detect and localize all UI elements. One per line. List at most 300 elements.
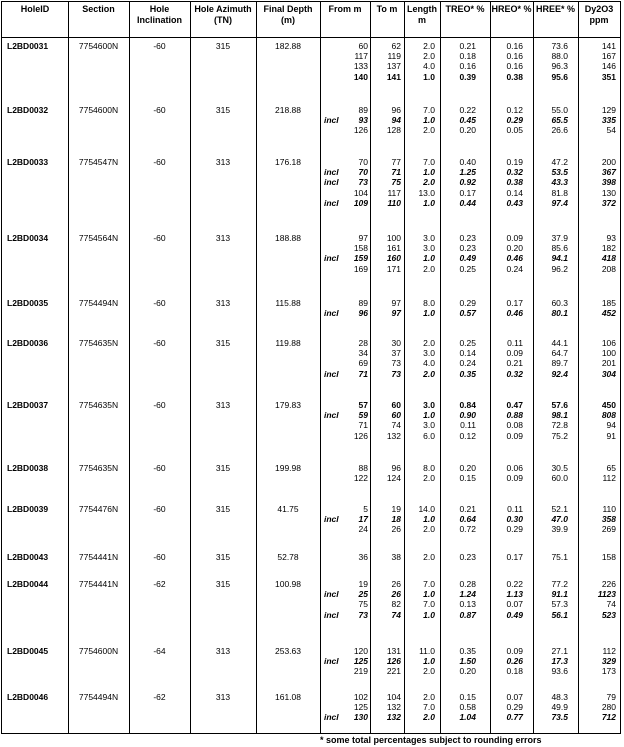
interval-hreo: 0.14 — [506, 187, 523, 198]
column-divider — [320, 2, 321, 733]
interval-incl-label: incl — [324, 609, 339, 620]
interval-hree: 75.1 — [551, 552, 568, 562]
hole-azimuth: 315 — [215, 579, 231, 589]
interval-treo: 0.25 — [459, 263, 476, 274]
interval-hree: 73.5 — [551, 712, 568, 723]
interval-dy: 167 — [601, 51, 616, 62]
interval-hree: 75.2 — [551, 430, 568, 441]
interval-dy: 335 — [601, 115, 616, 126]
interval-treo: 0.64 — [459, 514, 476, 525]
interval-dy: 367 — [601, 167, 616, 178]
hole-id: L2BD0037 — [7, 400, 49, 410]
interval-treo: 0.20 — [459, 125, 476, 136]
interval-len: 8.0 — [423, 463, 435, 473]
interval-to: 117 — [387, 187, 401, 198]
interval-hreo: 0.09 — [506, 233, 523, 243]
interval-treo: 0.13 — [459, 599, 476, 610]
interval-hreo: 0.16 — [506, 41, 523, 51]
column-divider — [129, 2, 130, 733]
hole-id: L2BD0034 — [7, 233, 49, 243]
interval-hreo: 0.17 — [506, 552, 523, 562]
header-length: Length m — [407, 4, 437, 25]
hole-inclination: -60 — [153, 552, 166, 562]
interval-dy: 304 — [601, 368, 616, 379]
interval-hree: 88.0 — [551, 51, 568, 62]
interval-len: 1.0 — [423, 167, 435, 178]
header-hree: HREE* % — [535, 4, 575, 14]
interval-treo: 0.58 — [459, 702, 476, 713]
interval-to: 26 — [391, 524, 401, 535]
interval-dy: 1123 — [597, 589, 616, 600]
column-divider — [404, 2, 405, 733]
interval-len: 1.0 — [423, 589, 435, 600]
header-to: To m — [376, 4, 398, 14]
interval-dy: 93 — [606, 233, 616, 243]
interval-from: 60 — [358, 41, 368, 51]
interval-treo: 0.24 — [459, 358, 476, 369]
interval-hree: 47.2 — [551, 157, 568, 167]
interval-to: 126 — [386, 656, 401, 667]
interval-dy: 372 — [601, 197, 616, 208]
interval-hree: 53.5 — [551, 167, 568, 178]
interval-hree: 81.8 — [551, 187, 568, 198]
interval-hree: 30.5 — [551, 463, 568, 473]
interval-len: 2.0 — [423, 692, 435, 702]
header-section: Section — [82, 4, 115, 14]
interval-treo: 0.90 — [459, 410, 476, 421]
header-divider — [2, 37, 620, 38]
interval-treo: 0.39 — [459, 71, 476, 82]
interval-hree: 97.4 — [551, 197, 568, 208]
interval-from: 93 — [358, 115, 368, 126]
interval-dy: 452 — [601, 308, 616, 319]
interval-len: 2.0 — [423, 473, 435, 484]
interval-dy: 418 — [601, 253, 616, 264]
interval-len: 2.0 — [423, 524, 435, 535]
interval-treo: 1.24 — [459, 589, 476, 600]
interval-to: 60 — [391, 410, 401, 421]
hole-depth: 188.88 — [275, 233, 301, 243]
interval-hree: 52.1 — [551, 504, 568, 514]
interval-from: 120 — [353, 646, 368, 656]
interval-len: 2.0 — [423, 666, 435, 677]
interval-hreo: 0.24 — [506, 263, 523, 274]
interval-hree: 72.8 — [551, 420, 568, 431]
interval-to: 132 — [386, 430, 401, 441]
hole-azimuth: 313 — [215, 233, 231, 243]
interval-to: 161 — [386, 243, 401, 254]
interval-hreo: 0.07 — [506, 599, 523, 610]
interval-len: 7.0 — [423, 579, 435, 589]
hole-inclination: -60 — [153, 157, 166, 167]
hole-depth: 176.18 — [275, 157, 301, 167]
hole-id: L2BD0044 — [7, 579, 49, 589]
header-treo: TREO* % — [445, 4, 485, 14]
interval-treo: 0.45 — [459, 115, 476, 126]
interval-to: 18 — [391, 514, 401, 525]
interval-dy: 712 — [601, 712, 616, 723]
interval-hree: 56.1 — [551, 609, 568, 620]
interval-hreo: 0.16 — [506, 61, 523, 72]
interval-len: 3.0 — [423, 243, 435, 254]
interval-to: 74 — [391, 420, 401, 431]
interval-from: 28 — [358, 338, 368, 348]
interval-len: 14.0 — [418, 504, 435, 514]
interval-treo: 0.29 — [459, 298, 476, 308]
interval-from: 73 — [358, 177, 368, 188]
hole-id: L2BD0046 — [7, 692, 49, 702]
interval-incl-label: incl — [324, 514, 339, 525]
interval-hree: 49.9 — [551, 702, 568, 713]
interval-hreo: 0.07 — [506, 692, 523, 702]
interval-incl-label: incl — [324, 410, 339, 421]
interval-from: 73 — [358, 609, 368, 620]
interval-dy: 523 — [601, 609, 616, 620]
hole-section: 7754600N — [78, 105, 119, 115]
interval-to: 73 — [391, 358, 401, 369]
interval-hree: 94.1 — [551, 253, 568, 264]
hole-depth: 218.88 — [275, 105, 301, 115]
interval-from: 88 — [358, 463, 368, 473]
interval-hree: 95.6 — [551, 71, 568, 82]
interval-hree: 47.0 — [551, 514, 568, 525]
interval-to: 100 — [386, 233, 401, 243]
interval-treo: 0.35 — [459, 368, 476, 379]
interval-hree: 91.1 — [551, 589, 568, 600]
interval-to: 104 — [386, 692, 401, 702]
interval-hree: 60.3 — [551, 298, 568, 308]
interval-hreo: 0.32 — [506, 368, 523, 379]
interval-len: 1.0 — [423, 609, 435, 620]
interval-len: 3.0 — [423, 400, 435, 410]
interval-hreo: 0.05 — [506, 125, 523, 136]
interval-from: 5 — [363, 504, 368, 514]
interval-to: 97 — [391, 308, 401, 319]
interval-dy: 226 — [601, 579, 616, 589]
interval-hree: 77.2 — [551, 579, 568, 589]
interval-treo: 0.11 — [460, 420, 476, 431]
interval-treo: 0.49 — [459, 253, 476, 264]
interval-to: 26 — [391, 589, 401, 600]
interval-to: 221 — [386, 666, 401, 677]
hole-section: 7754635N — [78, 400, 119, 410]
interval-dy: 201 — [601, 358, 616, 369]
interval-treo: 0.72 — [459, 524, 476, 535]
interval-treo: 1.25 — [459, 167, 476, 178]
interval-from: 70 — [358, 157, 368, 167]
hole-section: 7754476N — [78, 504, 119, 514]
interval-to: 71 — [391, 167, 401, 178]
interval-hreo: 0.46 — [506, 253, 523, 264]
interval-to: 97 — [391, 298, 401, 308]
interval-hreo: 0.29 — [506, 115, 523, 126]
interval-to: 131 — [386, 646, 401, 656]
hole-inclination: -62 — [153, 579, 166, 589]
interval-from: 140 — [353, 71, 368, 82]
hole-id: L2BD0036 — [7, 338, 49, 348]
interval-len: 1.0 — [423, 410, 435, 421]
interval-to: 73 — [391, 368, 401, 379]
interval-to: 30 — [391, 338, 401, 348]
interval-hreo: 0.20 — [506, 243, 523, 254]
interval-len: 7.0 — [423, 157, 435, 167]
interval-incl-label: incl — [324, 589, 339, 600]
interval-treo: 0.28 — [459, 579, 476, 589]
interval-hreo: 0.17 — [506, 298, 523, 308]
interval-from: 71 — [358, 368, 368, 379]
interval-hree: 26.6 — [551, 125, 568, 136]
interval-len: 2.0 — [423, 552, 435, 562]
interval-len: 8.0 — [423, 298, 435, 308]
hole-id: L2BD0045 — [7, 646, 49, 656]
interval-to: 19 — [391, 504, 401, 514]
interval-from: 125 — [353, 702, 368, 713]
interval-to: 128 — [386, 125, 401, 136]
interval-hreo: 0.09 — [506, 430, 523, 441]
interval-hree: 98.1 — [551, 410, 568, 421]
interval-hree: 55.0 — [551, 105, 568, 115]
interval-to: 110 — [387, 197, 401, 208]
interval-to: 37 — [391, 348, 401, 359]
interval-hree: 96.2 — [551, 263, 568, 274]
interval-hreo: 0.49 — [506, 609, 523, 620]
hole-id: L2BD0035 — [7, 298, 49, 308]
header-hreo: HREO* % — [491, 4, 532, 14]
interval-len: 2.0 — [423, 41, 435, 51]
interval-dy: 269 — [601, 524, 616, 535]
interval-hree: 89.7 — [551, 358, 568, 369]
interval-to: 38 — [391, 552, 401, 562]
interval-dy: 94 — [606, 420, 616, 431]
interval-treo: 0.40 — [459, 157, 476, 167]
interval-hree: 96.3 — [551, 61, 568, 72]
interval-incl-label: incl — [324, 115, 339, 126]
hole-section: 7754441N — [78, 552, 119, 562]
interval-len: 4.0 — [423, 61, 435, 72]
interval-hreo: 0.30 — [506, 514, 523, 525]
interval-dy: 110 — [602, 504, 616, 514]
hole-section: 7754494N — [78, 692, 119, 702]
interval-hreo: 0.18 — [506, 666, 523, 677]
interval-dy: 358 — [601, 514, 616, 525]
interval-len: 1.0 — [423, 115, 435, 126]
interval-hreo: 0.11 — [507, 338, 523, 348]
interval-from: 104 — [353, 187, 368, 198]
interval-incl-label: incl — [324, 167, 339, 178]
hole-azimuth: 313 — [215, 400, 231, 410]
interval-len: 13.0 — [418, 187, 435, 198]
interval-len: 2.0 — [423, 263, 435, 274]
interval-dy: 141 — [601, 41, 616, 51]
interval-len: 3.0 — [423, 420, 435, 431]
hole-depth: 52.78 — [277, 552, 299, 562]
hole-id: L2BD0033 — [7, 157, 49, 167]
hole-id: L2BD0031 — [7, 41, 49, 51]
column-divider — [370, 2, 371, 733]
interval-len: 11.0 — [419, 646, 435, 656]
column-divider — [578, 2, 579, 733]
hole-depth: 199.98 — [275, 463, 301, 473]
interval-from: 97 — [358, 233, 368, 243]
interval-len: 1.0 — [423, 308, 435, 319]
column-divider — [256, 2, 257, 733]
interval-to: 160 — [386, 253, 401, 264]
interval-from: 130 — [353, 712, 368, 723]
interval-dy: 112 — [602, 473, 616, 484]
column-divider — [68, 2, 69, 733]
interval-len: 2.0 — [423, 338, 435, 348]
hole-id: L2BD0039 — [7, 504, 49, 514]
hole-azimuth: 315 — [215, 552, 231, 562]
interval-dy: 129 — [601, 105, 616, 115]
interval-treo: 0.23 — [459, 233, 476, 243]
interval-treo: 0.17 — [459, 187, 476, 198]
interval-dy: 182 — [601, 243, 616, 254]
interval-from: 117 — [354, 51, 368, 62]
interval-incl-label: incl — [324, 308, 339, 319]
interval-treo: 1.04 — [459, 712, 476, 723]
interval-hree: 80.1 — [551, 308, 568, 319]
interval-len: 1.0 — [423, 656, 435, 667]
interval-hreo: 0.12 — [506, 105, 523, 115]
interval-from: 169 — [353, 263, 368, 274]
interval-treo: 0.21 — [459, 504, 476, 514]
interval-to: 94 — [391, 115, 401, 126]
hole-section: 7754635N — [78, 338, 119, 348]
interval-to: 132 — [386, 712, 401, 723]
hole-azimuth: 313 — [215, 157, 231, 167]
header-from: From m — [328, 4, 362, 14]
interval-incl-label: incl — [324, 177, 339, 188]
interval-dy: 65 — [606, 463, 616, 473]
interval-from: 71 — [358, 420, 368, 431]
interval-incl-label: incl — [324, 368, 339, 379]
interval-dy: 329 — [601, 656, 616, 667]
interval-to: 82 — [391, 599, 401, 610]
hole-inclination: -62 — [153, 692, 166, 702]
interval-hreo: 1.13 — [506, 589, 523, 600]
interval-hree: 37.9 — [551, 233, 568, 243]
interval-treo: 0.87 — [459, 609, 476, 620]
interval-from: 158 — [353, 243, 368, 254]
interval-dy: 112 — [602, 646, 616, 656]
interval-hree: 65.5 — [551, 115, 568, 126]
interval-from: 122 — [353, 473, 368, 484]
interval-hreo: 0.22 — [506, 579, 523, 589]
interval-treo: 0.18 — [459, 51, 476, 62]
interval-hree: 43.3 — [551, 177, 568, 188]
hole-inclination: -60 — [153, 504, 166, 514]
interval-len: 1.0 — [423, 514, 435, 525]
interval-hree: 92.4 — [551, 368, 568, 379]
interval-dy: 398 — [601, 177, 616, 188]
interval-from: 36 — [358, 552, 368, 562]
interval-treo: 0.35 — [459, 646, 476, 656]
interval-hree: 39.9 — [551, 524, 568, 535]
interval-treo: 0.12 — [459, 430, 476, 441]
hole-azimuth: 315 — [215, 463, 231, 473]
interval-treo: 0.57 — [459, 308, 476, 319]
hole-section: 7754564N — [78, 233, 119, 243]
interval-len: 1.0 — [423, 197, 435, 208]
hole-depth: 115.88 — [275, 298, 301, 308]
interval-dy: 280 — [601, 702, 616, 713]
interval-to: 96 — [391, 463, 401, 473]
interval-treo: 0.21 — [459, 41, 476, 51]
interval-dy: 100 — [601, 348, 616, 359]
interval-from: 133 — [353, 61, 368, 72]
hole-inclination: -60 — [153, 338, 166, 348]
interval-hree: 85.6 — [551, 243, 568, 254]
interval-from: 69 — [358, 358, 368, 369]
interval-from: 59 — [358, 410, 368, 421]
hole-azimuth: 315 — [215, 338, 231, 348]
interval-hreo: 0.16 — [506, 51, 523, 62]
interval-hree: 44.1 — [551, 338, 568, 348]
header-inclination: Hole Inclination — [137, 4, 182, 25]
interval-to: 141 — [386, 71, 401, 82]
interval-treo: 0.16 — [459, 61, 476, 72]
interval-len: 7.0 — [423, 599, 435, 610]
interval-dy: 158 — [601, 552, 616, 562]
interval-treo: 0.20 — [459, 463, 476, 473]
interval-len: 2.0 — [423, 177, 435, 188]
column-divider — [533, 2, 534, 733]
hole-inclination: -64 — [153, 646, 166, 656]
interval-dy: 146 — [601, 61, 616, 72]
interval-len: 6.0 — [423, 430, 435, 441]
interval-to: 119 — [387, 51, 401, 62]
header-final-depth: Final Depth (m) — [263, 4, 313, 25]
interval-hree: 73.6 — [551, 41, 568, 51]
interval-to: 77 — [391, 157, 401, 167]
interval-treo: 0.14 — [459, 348, 476, 359]
interval-treo: 0.15 — [459, 692, 476, 702]
column-divider — [490, 2, 491, 733]
interval-from: 126 — [353, 430, 368, 441]
footnote: * some total percentages subject to rounding errors — [320, 735, 542, 745]
hole-id: L2BD0038 — [7, 463, 49, 473]
hole-depth: 182.88 — [275, 41, 301, 51]
interval-incl-label: incl — [324, 197, 339, 208]
interval-from: 125 — [353, 656, 368, 667]
interval-hreo: 0.77 — [506, 712, 523, 723]
interval-len: 2.0 — [423, 712, 435, 723]
interval-from: 219 — [353, 666, 368, 677]
interval-hree: 93.6 — [551, 666, 568, 677]
interval-hreo: 0.08 — [506, 420, 523, 431]
interval-incl-label: incl — [324, 253, 339, 264]
interval-dy: 91 — [606, 430, 616, 441]
interval-hreo: 0.46 — [506, 308, 523, 319]
interval-hree: 48.3 — [551, 692, 568, 702]
interval-hreo: 0.09 — [506, 348, 523, 359]
interval-from: 89 — [358, 298, 368, 308]
hole-depth: 100.98 — [275, 579, 301, 589]
interval-treo: 0.23 — [459, 552, 476, 562]
interval-to: 60 — [391, 400, 401, 410]
interval-hree: 57.3 — [551, 599, 568, 610]
hole-azimuth: 313 — [215, 692, 231, 702]
hole-azimuth: 313 — [215, 298, 231, 308]
hole-depth: 161.08 — [275, 692, 301, 702]
interval-treo: 0.22 — [459, 105, 476, 115]
interval-hreo: 0.19 — [506, 157, 523, 167]
interval-len: 7.0 — [423, 105, 435, 115]
interval-dy: 173 — [601, 666, 616, 677]
interval-hreo: 0.09 — [506, 646, 523, 656]
hole-depth: 41.75 — [277, 504, 299, 514]
